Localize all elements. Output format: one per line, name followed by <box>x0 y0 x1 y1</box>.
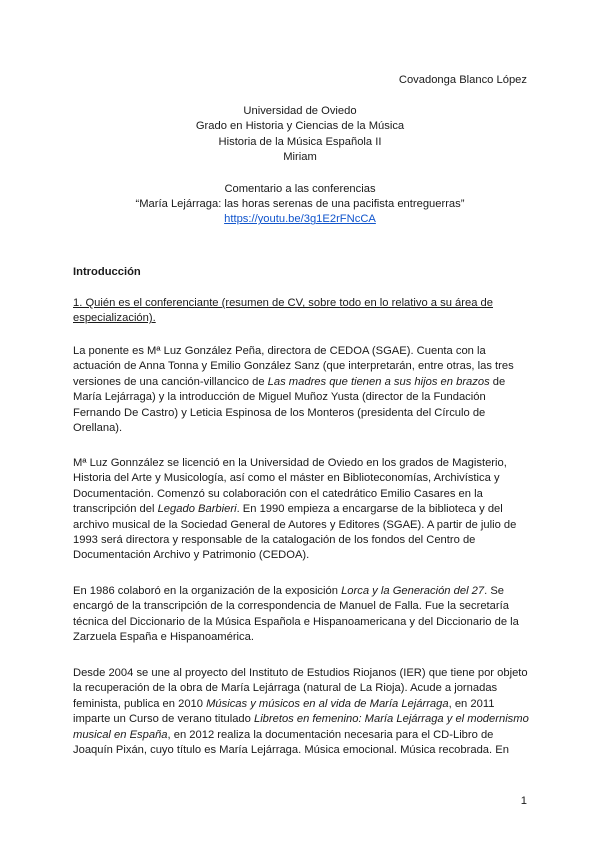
comment-title: Comentario a las conferencias <box>224 182 376 195</box>
author-name: Covadonga Blanco López <box>398 74 527 86</box>
paragraph-2: Mª Luz Gonnzález se licenció en la Universidad de Oviedo en los grados de Magisterio, Historia del Arte y Musicología, así como el máster en Biblioteconomías, Archivística y Documentación. Comenzó su colaboración con el catedrático Emilio Casares en la transcripción del Legado Barbieri. En 1990 empieza a encargarse de la biblioteca y del archivo musical de la Sociedad General de Autores y Editores (SGAE). A partir de julio de 1993 será directora y responsable de la catalogación de los fondos del Centro de Documentación Archivo y Patrimonio (CEDOA). <box>73 457 517 562</box>
video-link[interactable]: https://youtu.be/3g1E2rFNcCA <box>224 213 376 226</box>
paragraph-4: Desde 2004 se une al proyecto del Instituto de Estudios Riojanos (IER) que tiene por objeto la recuperación de la obra de María Lejárraga (natural de La Rioja). Acude a jornadas feminista, publica en 2010 Músicas y músicos en al vida de María Lejárraga, en 2011 imparte un Curso de verano titulado Libretos en femenino: María Lejárraga y el modernismo musical en España, en 2012 realiza la documentación necesaria para el CD-Libro de Joaquín Pixán, cuyo título es María Lejárraga. Música emocional. Música recobrada. En <box>73 667 529 757</box>
paragraph-3: En 1986 colaboró en la organización de la exposición Lorca y la Generación del 27. Se encargó de la transcripción de la correspondencia de Manuel de Falla. Fue la secretaría técnica del Diccionario de la Música Española e Hispanoamericana y del Diccionario de la Zarzuela España e Hispanoamérica. <box>73 585 519 644</box>
degree-line: Grado en Historia y Ciencias de la Música <box>195 120 405 133</box>
lecture-title: “María Lejárraga: las horas serenas de una pacifista entreguerras” <box>135 198 465 211</box>
page-number: 1 <box>520 795 527 807</box>
section-heading: Introducción <box>73 266 141 278</box>
paragraph-1: La ponente es Mª Luz González Peña, directora de CEDOA (SGAE). Cuenta con la actuación de Anna Tonna y Emilio González Sanz (que interpretarán, entre otras, las tres versiones de una canción-villancico de Las madres que tienen a sus hijos en brazos de María Lejárraga) y la introducción de Miguel Muñoz Yusta (director de la Fundación Fernando De Castro) y Leticia Espinosa de los Monteros (presidenta del Círculo de Orellana). <box>73 345 514 435</box>
university-line: Universidad de Oviedo <box>243 105 357 117</box>
course-line: Historia de la Música Española II <box>218 135 382 148</box>
group-line: Miriam <box>283 151 317 164</box>
document-header <box>0 104 600 228</box>
question-heading: 1. Quién es el conferenciante (resumen de CV, sobre todo en lo relativo a su área de especialización). <box>73 297 493 325</box>
